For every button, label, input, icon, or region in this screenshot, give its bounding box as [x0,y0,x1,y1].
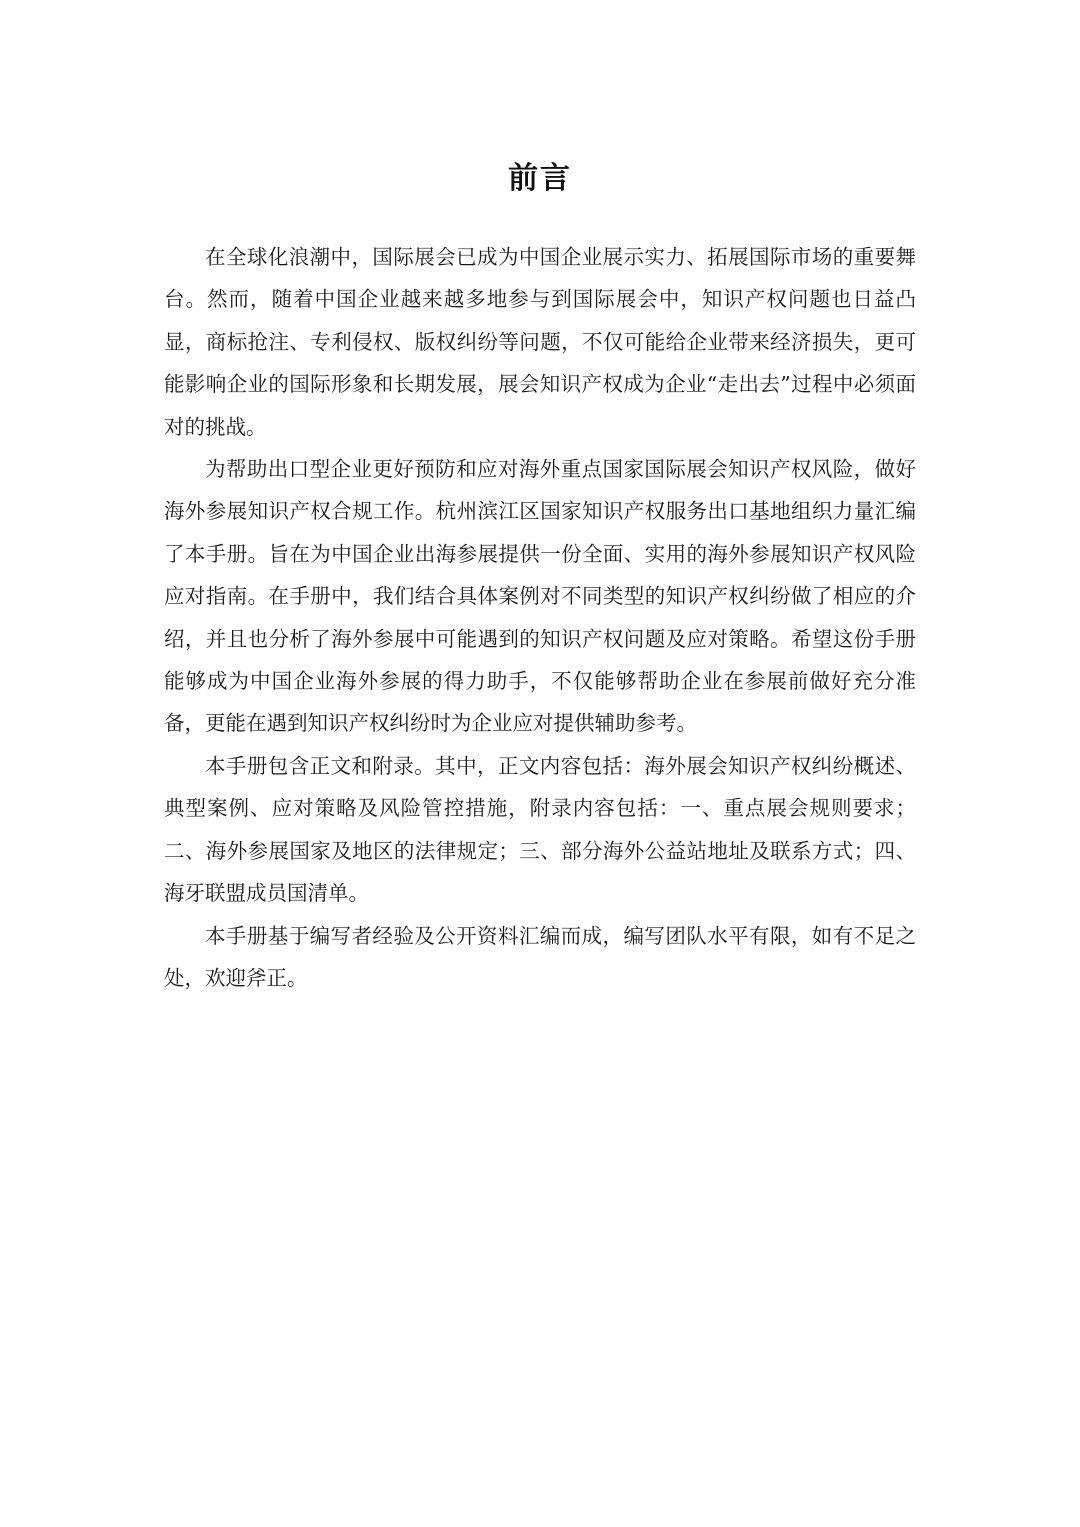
page-title: 前言 [508,161,572,196]
paragraph-globalization: 在全球化浪潮中，国际展会已成为中国企业展示实力、拓展国际市场的重要舞台。然而，随着中国企业越来越多地参与到国际展会中，知识产权问题也日益凸显，商标抢注、专利侵权、版权纠纷等问题，不仅可能给企业带来经济损失，更可能影响企业的国际形象和长期发展，展会知识产权成为企业“走出去”过程中必须面对的挑战。 [164,245,916,439]
paragraph-disclaimer: 本手册基于编写者经验及公开资料汇编而成，编写团队水平有限，如有不足之处，欢迎斧正。 [164,923,916,990]
preface-body [164,236,916,999]
paragraph-contents: 本手册包含正文和附录。其中，正文内容包括：海外展会知识产权纠纷概述、典型案例、应对策略及风险管控措施，附录内容包括：一、重点展会规则要求；二、海外参展国家及地区的法律规定；三、部分海外公益站地址及联系方式；四、海牙联盟成员国清单。 [164,753,916,906]
paragraph-purpose: 为帮助出口型企业更好预防和应对海外重点国家国际展会知识产权风险，做好海外参展知识产权合规工作。杭州滨江区国家知识产权服务出口基地组织力量汇编了本手册。旨在为中国企业出海参展提供一份全面、实用的海外参展知识产权风险应对指南。在手册中，我们结合具体案例对不同类型的知识产权纠纷做了相应的介绍，并且也分析了海外参展中可能遇到的知识产权问题及应对策略。希望这份手册能够成为中国企业海外参展的得力助手，不仅能够帮助企业在参展前做好充分准备，更能在遇到知识产权纠纷时为企业应对提供辅助参考。 [164,457,916,736]
